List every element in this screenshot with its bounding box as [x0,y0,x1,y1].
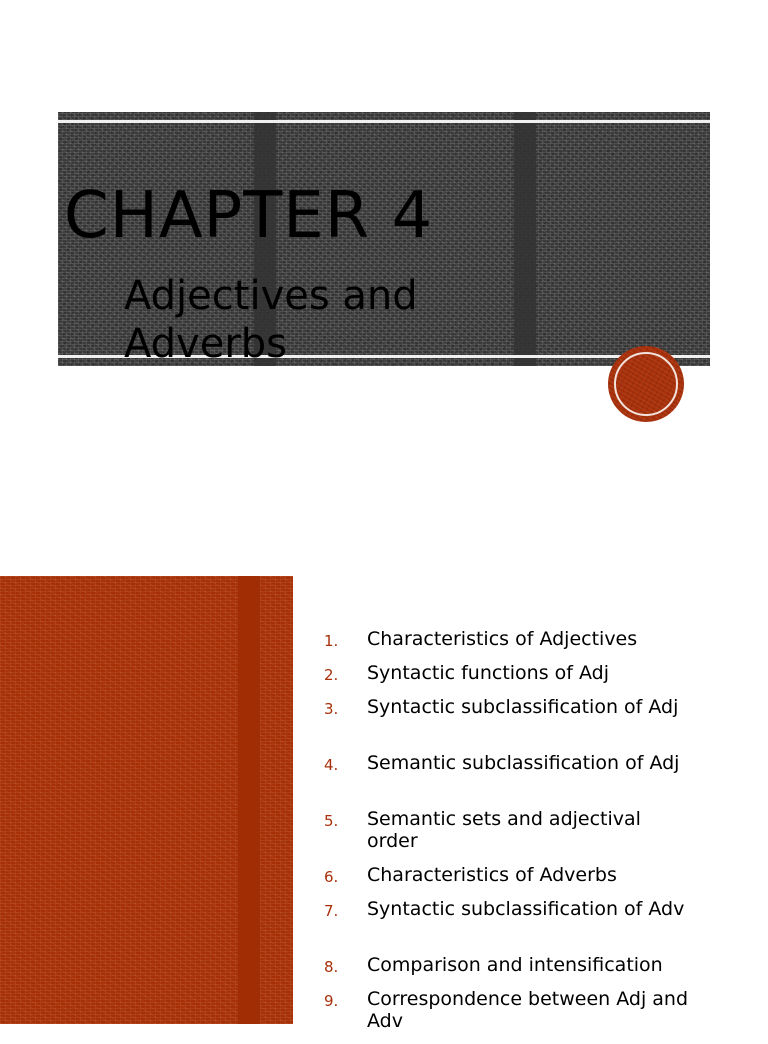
item-text: Semantic sets and adjectival order [367,808,641,852]
item-number: 4. [324,756,339,774]
list-item [324,752,704,808]
banner-top-rule [58,120,710,123]
item-number: 2. [324,666,339,684]
item-text: Correspondence between Adj and Adv [367,988,689,1032]
item-text: Characteristics of Adjectives [367,628,638,650]
circle-badge [608,346,684,422]
list-item [324,628,704,662]
item-number: 9. [324,992,339,1010]
list-item [324,808,704,864]
item-text: Semantic subclassification of Adj [367,752,680,774]
item-number: 1. [324,632,339,650]
contents-list [324,628,704,1044]
banner-band [514,112,536,366]
item-number: 8. [324,958,339,976]
item-text: Comparison and intensification [367,954,663,976]
item-text: Syntactic functions of Adj [367,662,610,684]
list-item [324,662,704,696]
item-text: Syntactic subclassification of Adj [367,696,679,718]
list-item [324,864,704,898]
contents-slide [0,576,768,1032]
item-text: Syntactic subclassification of Adv [367,898,685,920]
item-number: 7. [324,902,339,920]
item-text: Characteristics of Adverbs [367,864,617,886]
panel-band [238,576,260,1024]
list-item [324,696,704,752]
decorative-red-panel [0,576,293,1024]
item-number: 3. [324,700,339,718]
list-item [324,954,704,988]
list-item [324,988,704,1044]
slide-subtitle: Adjectives and Adverbs [124,273,418,367]
slide-title: CHAPTER 4 [64,179,434,253]
item-number: 6. [324,868,339,886]
item-number: 5. [324,812,339,830]
list-item [324,898,704,954]
